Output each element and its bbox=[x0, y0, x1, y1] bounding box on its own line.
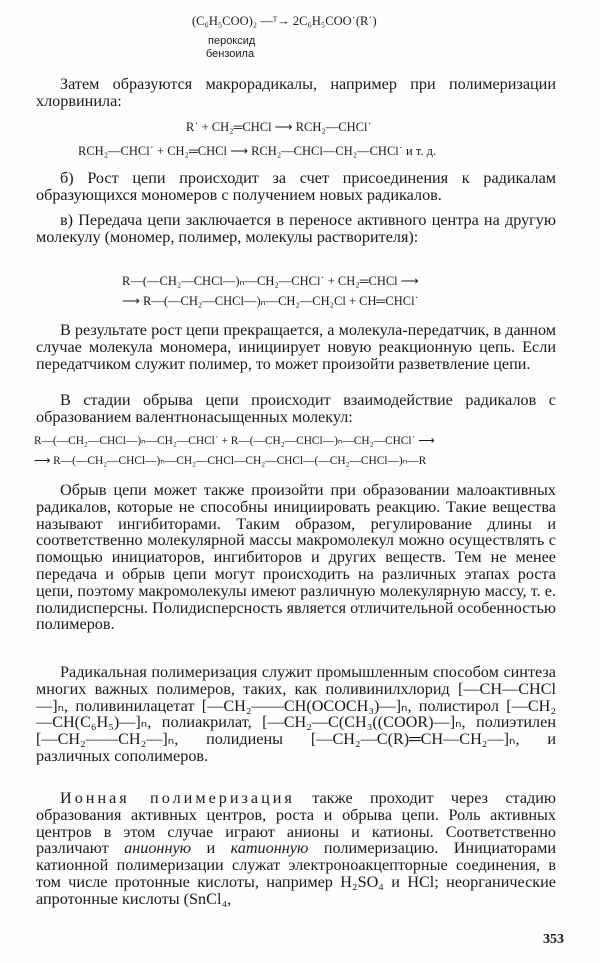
term-cationic: катионную bbox=[230, 839, 309, 858]
equation-termination-2: ⟶ R—(—CH₂—CHCl—)ₙ—CH₂—CHCl—CH₂—CHCl—(—CH₂—CHCl—)ₙ—R bbox=[34, 455, 427, 467]
page-number: 353 bbox=[543, 932, 564, 947]
paragraph-7: Радикальная полимеризация служит промышленным способом синтеза многих важных полимеров, таких, как поливинилхлорид [—CH—CHCl—]ₙ, поливинилацетат [—CH₂——CH(OCOCH₃)—]ₙ, полистирол [—CH₂—CH(C₆H₅)—]ₙ, полиакрилат, [—CH₂—C(CH₃((COOR)—]ₙ, полиэтилен [—CH₂——CH₂—]ₙ, полидиены [—CH₂—C(R)═CH—CH₂—]ₙ, и различных сополимеров. bbox=[36, 663, 556, 765]
paragraph-3: в) Передача цепи заключается в переносе активного центра на другую молекулу (мономер, полимер, молекулы растворителя): bbox=[36, 211, 556, 246]
paragraph-6: Обрыв цепи может также произойти при образовании малоактивных радикалов, которые не способны инициировать реакцию. Такие вещества называют ингибиторами. Таким образом, регулирование длины и соответственно молекулярной массы макромолекул можно осуществлять с помощью инициаторов, ингибиторов и других веществ. Тем не менее передача и обрыв цепи могут происходить на различных этапах роста цепи, поэтому макромолекулы имеют различную молекулярную массу, т. е. полидисперсны. Полидисперсность является отличительной особенностью полимеров. bbox=[36, 481, 556, 634]
equation-transfer-1: R—(—CH₂—CHCl—)ₙ—CH₂—CHCl˙ + CH₂═CHCl ⟶ bbox=[122, 274, 419, 288]
term-anionic: анионную bbox=[124, 839, 192, 858]
equation-peroxide: (C₆H₅COO)₂ —ᵀ→ 2C₆H₅COO˙(R˙) bbox=[192, 14, 377, 28]
label-benzoyl: бензоила bbox=[206, 48, 255, 60]
paragraph-5: В стадии обрыва цепи происходит взаимодействие радикалов с образованием валентнонасыщенных молекул: bbox=[36, 391, 556, 426]
equation-transfer-2: ⟶ R—(—CH₂—CHCl—)ₙ—CH₂—CH₂Cl + CH═CHCl˙ bbox=[122, 294, 419, 308]
paragraph-8: Ионная полимеризация также проходит через стадию образования активных центров, роста и обрыва цепи. Роль активных центров в этом случае играют анионы и катионы. Соответственно различают анионную и катионную полимеризацию. Инициаторами катионной полимеризации служат электроноакцепторные соединения, в том числе протонные кислоты, например H₂SO₄ и HCl; неорганические апротонные кислоты (SnCl₄, bbox=[36, 789, 556, 908]
spaced-term-ionic-polymerization: Ионная полимеризация bbox=[60, 789, 295, 807]
equation-termination-1: R—(—CH₂—CHCl—)ₙ—CH₂—CHCl˙ + R—(—CH₂—CHCl—)ₙ—CH₂—CHCl˙ ⟶ bbox=[34, 435, 435, 447]
equation-growth-1: R˙ + CH₂═CHCl ⟶ RCH₂—CHCl˙ bbox=[186, 120, 372, 134]
paragraph-1: Затем образуются макрорадикалы, например при полимеризации хлорвинила: bbox=[36, 75, 556, 110]
paragraph-2: б) Рост цепи происходит за счет присоединения к радикалам образующихся мономеров с получением новых радикалов. bbox=[36, 169, 556, 204]
equation-growth-2: RCH₂—CHCl˙ + CH₂═CHCl ⟶ RCH₂—CHCl—CH₂—CHCl˙ и т. д. bbox=[78, 144, 437, 158]
label-peroxide: пероксид bbox=[208, 35, 256, 47]
paragraph-4: В результате рост цепи прекращается, а молекула-передатчик, в данном случае молекула мономера, инициирует новую реакционную цепь. Если передатчиком служит полимер, то может произойти разветвление цепи. bbox=[36, 321, 556, 373]
